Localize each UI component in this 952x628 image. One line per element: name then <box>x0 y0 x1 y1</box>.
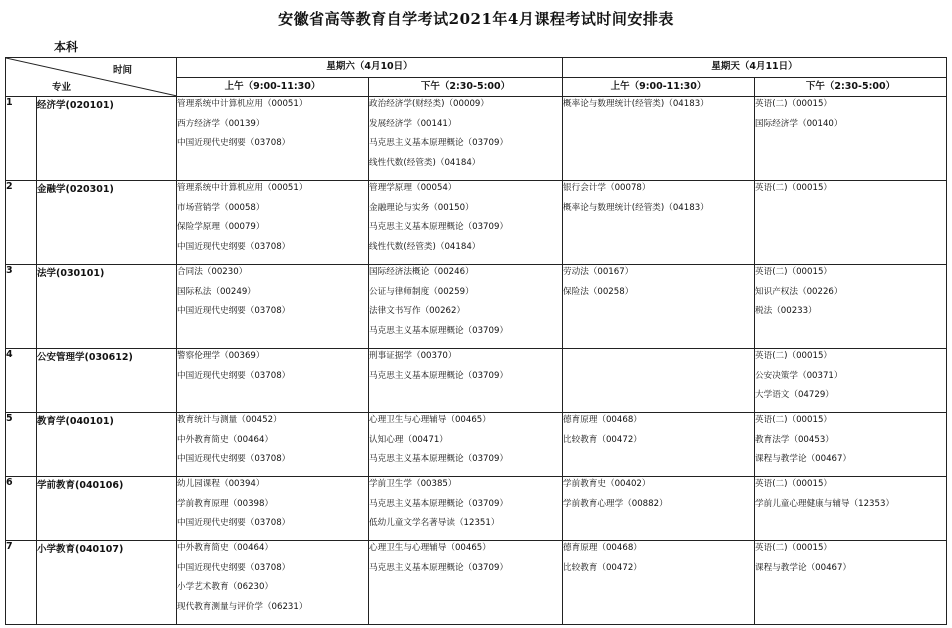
course-item: 中国近现代史纲要（03708） <box>177 138 291 149</box>
course-item: 马克思主义基本原理概论（03709） <box>369 138 509 149</box>
table-row <box>6 181 947 265</box>
course-item: 中国近现代史纲要（03708） <box>177 241 291 252</box>
course-item: 线性代数(经管类)（04184） <box>369 241 481 252</box>
course-item: 德育原理（00468） <box>563 543 642 553</box>
course-item: 英语(二)（00015） <box>755 99 833 109</box>
course-item: 课程与教学论（00467） <box>755 454 852 465</box>
course-item: 保险法（00258） <box>563 286 634 297</box>
course-item: 警察伦理学（00369） <box>177 351 265 361</box>
cell-sat-pm <box>369 541 563 625</box>
row-number: 5 <box>6 413 37 477</box>
time-label: 时间 <box>112 65 132 76</box>
schedule-table <box>5 57 947 625</box>
major-name: 教育学(040101) <box>37 413 177 477</box>
sun-am-header: 上午（9:00-11:30） <box>563 77 755 97</box>
course-item: 英语(二)（00015） <box>755 415 833 425</box>
course-item: 德育原理（00468） <box>563 415 642 425</box>
course-item: 马克思主义基本原理概论（03709） <box>369 562 509 573</box>
sat-am-header: 上午（9:00-11:30） <box>177 77 369 97</box>
course-item: 劳动法（00167） <box>563 267 634 277</box>
row-number: 3 <box>6 265 37 349</box>
major-name: 经济学(020101) <box>37 97 177 181</box>
major-name: 金融学(020301) <box>37 181 177 265</box>
course-item: 线性代数(经管类)（04184） <box>369 157 481 168</box>
sat-pm-header: 下午（2:30-5:00） <box>369 77 563 97</box>
course-item: 学前教育心理学（00882） <box>563 498 668 509</box>
course-item: 中国近现代史纲要（03708） <box>177 454 291 465</box>
course-item: 学前教育史（00402） <box>563 479 651 489</box>
cell-sat-pm <box>369 97 563 181</box>
course-item: 公证与律师制度（00259） <box>369 286 474 297</box>
course-item: 管理系统中计算机应用（00051） <box>177 183 308 193</box>
course-item: 教育法学（00453） <box>755 434 834 445</box>
major-name: 法学(030101) <box>37 265 177 349</box>
course-item: 市场营销学（00058） <box>177 202 265 213</box>
cell-sat-am <box>177 97 369 181</box>
course-item: 比较教育（00472） <box>563 562 642 573</box>
cell-sat-pm <box>369 181 563 265</box>
cell-sat-am <box>177 181 369 265</box>
course-item: 中外教育简史（00464） <box>177 434 274 445</box>
course-item: 知识产权法（00226） <box>755 286 843 297</box>
course-item: 马克思主义基本原理概论（03709） <box>369 498 509 509</box>
course-item: 心理卫生与心理辅导（00465） <box>369 415 491 425</box>
cell-sun-am <box>563 349 755 413</box>
course-item: 国际经济法概论（00246） <box>369 267 474 277</box>
course-item: 管理学原理（00054） <box>369 183 457 193</box>
cell-sun-pm <box>755 97 947 181</box>
cell-sun-am <box>563 541 755 625</box>
cell-sun-pm <box>755 413 947 477</box>
cell-sat-am <box>177 541 369 625</box>
table-row <box>6 97 947 181</box>
course-item: 西方经济学（00139） <box>177 118 265 129</box>
course-item: 合同法（00230） <box>177 267 248 277</box>
cell-sun-am <box>563 265 755 349</box>
cell-sun-am <box>563 477 755 541</box>
row-number: 4 <box>6 349 37 413</box>
row-number: 2 <box>6 181 37 265</box>
course-item: 英语(二)（00015） <box>755 267 833 277</box>
cell-sun-pm <box>755 477 947 541</box>
course-item: 政治经济学(财经类)（00009） <box>369 99 489 109</box>
major-name: 公安管理学(030612) <box>37 349 177 413</box>
course-item: 银行会计学（00078） <box>563 183 651 193</box>
course-item: 教育统计与测量（00452） <box>177 415 282 425</box>
day1-header: 星期六（4月10日） <box>177 58 563 78</box>
course-item: 学前儿童心理健康与辅导（12353） <box>755 498 895 509</box>
course-item: 学前卫生学（00385） <box>369 479 457 489</box>
course-item: 马克思主义基本原理概论（03709） <box>369 370 509 381</box>
cell-sun-pm <box>755 349 947 413</box>
row-number: 6 <box>6 477 37 541</box>
cell-sun-pm <box>755 541 947 625</box>
table-row <box>6 265 947 349</box>
course-item: 英语(二)（00015） <box>755 479 833 489</box>
course-item: 概率论与数理统计(经管类)（04183） <box>563 202 709 213</box>
course-item: 幼儿园课程（00394） <box>177 479 265 489</box>
cell-sat-am <box>177 265 369 349</box>
cell-sat-pm <box>369 477 563 541</box>
cell-sun-pm <box>755 181 947 265</box>
course-item: 发展经济学（00141） <box>369 118 457 129</box>
course-item: 税法（00233） <box>755 306 817 317</box>
cell-sat-am <box>177 413 369 477</box>
course-item: 公安决策学（00371） <box>755 370 843 381</box>
cell-sat-am <box>177 477 369 541</box>
header-corner <box>6 58 177 97</box>
header-diagonal-line <box>6 58 177 96</box>
cell-sun-am <box>563 97 755 181</box>
major-label: 专业 <box>52 82 72 93</box>
course-item: 马克思主义基本原理概论（03709） <box>369 454 509 465</box>
course-item: 中国近现代史纲要（03708） <box>177 370 291 381</box>
major-name: 学前教育(040106) <box>37 477 177 541</box>
cell-sat-pm <box>369 413 563 477</box>
course-item: 中外教育简史（00464） <box>177 543 274 553</box>
row-number: 1 <box>6 97 37 181</box>
page-title: 安徽省高等教育自学考试2021年4月课程考试时间安排表 <box>278 10 674 28</box>
day2-header: 星期天（4月11日） <box>563 58 947 78</box>
table-row <box>6 477 947 541</box>
cell-sat-pm <box>369 265 563 349</box>
course-item: 低幼儿童文学名著导读（12351） <box>369 518 500 529</box>
course-item: 英语(二)（00015） <box>755 183 833 193</box>
course-item: 英语(二)（00015） <box>755 351 833 361</box>
course-item: 中国近现代史纲要（03708） <box>177 306 291 317</box>
course-item: 刑事证据学（00370） <box>369 351 457 361</box>
course-item: 学前教育原理（00398） <box>177 498 274 509</box>
course-item: 国际私法（00249） <box>177 286 256 297</box>
course-item: 比较教育（00472） <box>563 434 642 445</box>
course-item: 英语(二)（00015） <box>755 543 833 553</box>
course-item: 课程与教学论（00467） <box>755 562 852 573</box>
cell-sun-am <box>563 413 755 477</box>
cell-sun-am <box>563 181 755 265</box>
table-row <box>6 349 947 413</box>
course-item: 心理卫生与心理辅导（00465） <box>369 543 491 553</box>
sun-pm-header: 下午（2:30-5:00） <box>755 77 947 97</box>
cell-sat-pm <box>369 349 563 413</box>
course-item: 法律文书写作（00262） <box>369 306 466 317</box>
course-item: 现代教育测量与评价学（06231） <box>177 601 308 612</box>
course-item: 国际经济学（00140） <box>755 118 843 129</box>
course-item: 概率论与数理统计(经管类)（04183） <box>563 99 709 109</box>
course-item: 认知心理（00471） <box>369 434 448 445</box>
course-item: 管理系统中计算机应用（00051） <box>177 99 308 109</box>
table-row <box>6 413 947 477</box>
course-item: 中国近现代史纲要（03708） <box>177 562 291 573</box>
cell-sun-pm <box>755 265 947 349</box>
course-item: 保险学原理（00079） <box>177 222 265 233</box>
course-item: 马克思主义基本原理概论（03709） <box>369 222 509 233</box>
course-item: 大学语文（04729） <box>755 390 834 401</box>
table-row <box>6 541 947 625</box>
course-item: 小学艺术教育（06230） <box>177 582 274 593</box>
cell-sat-am <box>177 349 369 413</box>
row-number: 7 <box>6 541 37 625</box>
major-name: 小学教育(040107) <box>37 541 177 625</box>
course-item: 马克思主义基本原理概论（03709） <box>369 325 509 336</box>
level-label: 本科 <box>54 40 79 54</box>
course-item: 中国近现代史纲要（03708） <box>177 518 291 529</box>
course-item: 金融理论与实务（00150） <box>369 202 474 213</box>
